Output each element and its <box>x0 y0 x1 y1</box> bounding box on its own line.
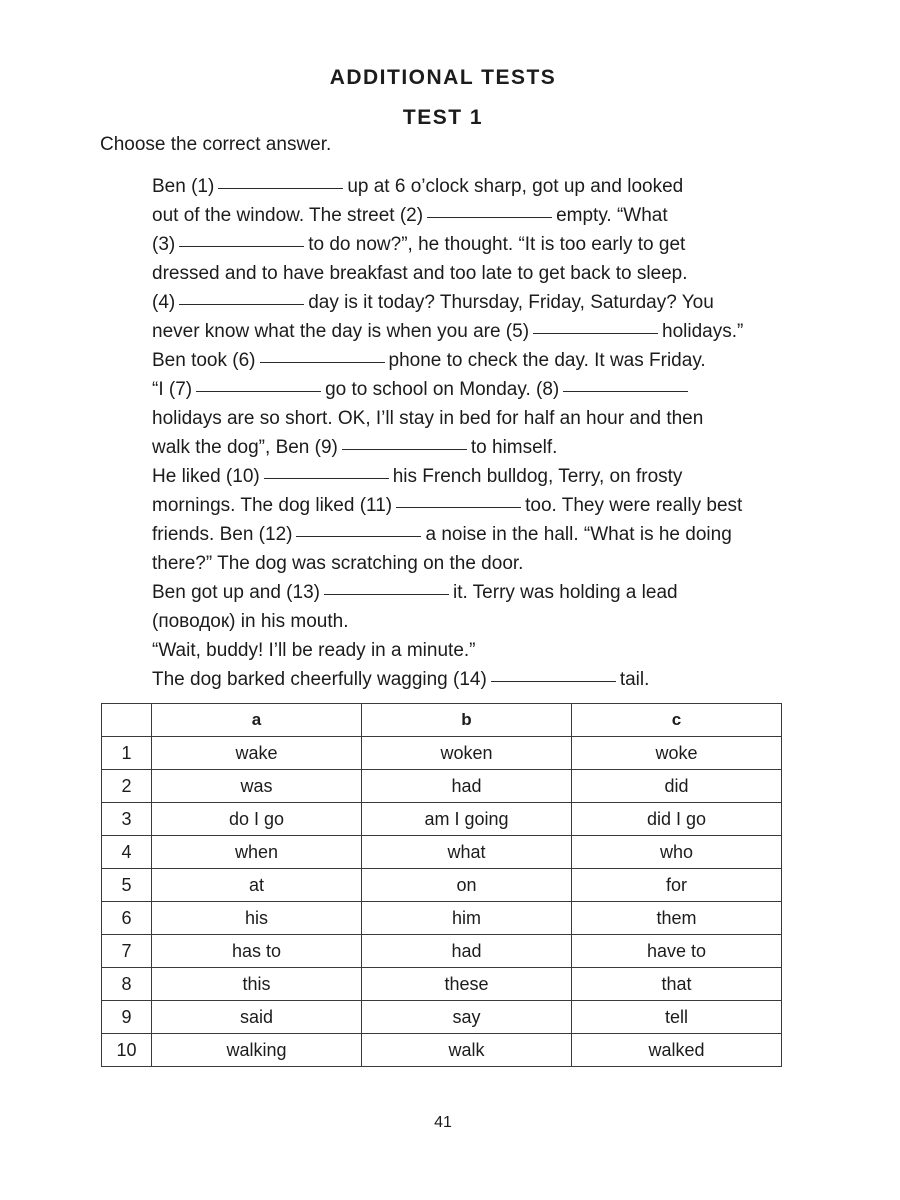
passage-text: tail. <box>619 669 650 690</box>
table-row <box>102 836 782 869</box>
option-cell: was <box>152 770 362 803</box>
option-cell: what <box>362 836 572 869</box>
answer-table <box>101 703 782 1067</box>
passage-text: it. Terry was holding a lead <box>452 582 678 603</box>
table-body <box>102 737 782 1067</box>
answer-blank <box>218 187 343 189</box>
option-cell: that <box>572 968 782 1001</box>
passage-line <box>152 288 802 317</box>
passage-text: He liked (10) <box>152 466 260 487</box>
option-cell: for <box>572 869 782 902</box>
passage-line <box>152 346 802 375</box>
question-number-cell: 2 <box>102 770 152 803</box>
passage-text: dressed and to have breakfast and too late to get back to sleep. <box>152 263 688 284</box>
table-row <box>102 770 782 803</box>
table-row <box>102 1001 782 1034</box>
answer-blank <box>342 448 467 450</box>
passage-text: Ben got up and (13) <box>152 582 320 603</box>
passage-text: holidays are so short. OK, I’ll stay in bed for half an hour and then <box>152 408 704 429</box>
passage-text: mornings. The dog liked (11) <box>152 495 393 516</box>
option-cell: have to <box>572 935 782 968</box>
option-cell: walking <box>152 1034 362 1067</box>
table-row <box>102 1034 782 1067</box>
option-cell: say <box>362 1001 572 1034</box>
passage-text: empty. “What <box>556 205 668 226</box>
option-cell: wake <box>152 737 362 770</box>
option-cell: at <box>152 869 362 902</box>
passage-line <box>152 549 802 578</box>
table-row <box>102 803 782 836</box>
answer-blank <box>179 303 304 305</box>
option-cell: do I go <box>152 803 362 836</box>
passage-text: (поводок) in his mouth. <box>152 611 349 632</box>
passage-line <box>152 520 802 549</box>
passage-text: Ben (1) <box>152 176 215 197</box>
passage-text: “I (7) <box>152 379 193 400</box>
passage-text: up at 6 o’clock sharp, got up and looked <box>347 176 684 197</box>
passage-text: (3) <box>152 234 176 255</box>
answer-blank <box>563 390 688 392</box>
option-cell: him <box>362 902 572 935</box>
option-cell: had <box>362 770 572 803</box>
option-cell: woke <box>572 737 782 770</box>
option-cell: his <box>152 902 362 935</box>
answer-blank <box>196 390 321 392</box>
option-cell: walk <box>362 1034 572 1067</box>
passage-text: to himself. <box>470 437 558 458</box>
test-title: TEST 1 <box>402 106 484 129</box>
answer-blank <box>264 477 389 479</box>
answer-blank <box>179 245 304 247</box>
option-cell: when <box>152 836 362 869</box>
passage-text: a noise in the hall. “What is he doing <box>425 524 732 545</box>
question-number-cell: 9 <box>102 1001 152 1034</box>
option-cell: this <box>152 968 362 1001</box>
question-number-cell: 3 <box>102 803 152 836</box>
question-number-cell: 5 <box>102 869 152 902</box>
passage-line <box>152 433 802 462</box>
option-cell: tell <box>572 1001 782 1034</box>
table-header-row <box>102 704 782 737</box>
passage-line <box>152 259 802 288</box>
passage-line <box>152 230 802 259</box>
option-cell: said <box>152 1001 362 1034</box>
answer-blank <box>427 216 552 218</box>
table-header-corner <box>102 704 152 737</box>
passage-line <box>152 607 802 636</box>
passage-text: walk the dog”, Ben (9) <box>152 437 338 458</box>
table-row <box>102 737 782 770</box>
option-cell: had <box>362 935 572 968</box>
answer-blank <box>260 361 385 363</box>
passage-line <box>152 317 802 346</box>
answer-blank <box>396 506 521 508</box>
passage-text: too. They were really best <box>525 495 743 516</box>
passage-line <box>152 636 802 665</box>
page-number: 41 <box>434 1114 452 1131</box>
table-header-a: a <box>152 704 362 737</box>
passage-text: Ben took (6) <box>152 350 256 371</box>
page-heading: ADDITIONAL TESTS <box>329 66 557 89</box>
passage-line <box>152 172 802 201</box>
passage-text: (4) <box>152 292 176 313</box>
question-number-cell: 7 <box>102 935 152 968</box>
passage-text: holidays.” <box>662 321 744 342</box>
option-cell: them <box>572 902 782 935</box>
passage <box>152 172 802 694</box>
passage-text: “Wait, buddy! I’ll be ready in a minute.” <box>152 640 476 661</box>
option-cell: did <box>572 770 782 803</box>
table-row <box>102 869 782 902</box>
passage-line <box>152 404 802 433</box>
table-header-b: b <box>362 704 572 737</box>
answer-blank <box>324 593 449 595</box>
passage-text: phone to check the day. It was Friday. <box>388 350 706 371</box>
option-cell: on <box>362 869 572 902</box>
passage-text: to do now?”, he thought. “It is too early to get <box>308 234 686 255</box>
question-number-cell: 8 <box>102 968 152 1001</box>
passage-line <box>152 375 802 404</box>
table-header-c: c <box>572 704 782 737</box>
question-number-cell: 10 <box>102 1034 152 1067</box>
table-row <box>102 968 782 1001</box>
option-cell: did I go <box>572 803 782 836</box>
question-number-cell: 1 <box>102 737 152 770</box>
option-cell: these <box>362 968 572 1001</box>
answer-blank <box>491 680 616 682</box>
option-cell: am I going <box>362 803 572 836</box>
passage-line <box>152 201 802 230</box>
table-row <box>102 935 782 968</box>
option-cell: walked <box>572 1034 782 1067</box>
question-number-cell: 4 <box>102 836 152 869</box>
passage-text: friends. Ben (12) <box>152 524 293 545</box>
table-row <box>102 902 782 935</box>
passage-line <box>152 462 802 491</box>
passage-line <box>152 665 802 694</box>
passage-text: day is it today? Thursday, Friday, Saturday? You <box>308 292 714 313</box>
question-number-cell: 6 <box>102 902 152 935</box>
answer-blank <box>533 332 658 334</box>
option-cell: who <box>572 836 782 869</box>
passage-line <box>152 578 802 607</box>
passage-line <box>152 491 802 520</box>
option-cell: has to <box>152 935 362 968</box>
passage-text: there?” The dog was scratching on the door. <box>152 553 524 574</box>
option-cell: woken <box>362 737 572 770</box>
passage-text: go to school on Monday. (8) <box>325 379 560 400</box>
passage-text: The dog barked cheerfully wagging (14) <box>152 669 487 690</box>
answer-blank <box>296 535 421 537</box>
passage-text: his French bulldog, Terry, on frosty <box>392 466 683 487</box>
passage-text: never know what the day is when you are (5) <box>152 321 530 342</box>
instruction: Choose the correct answer. <box>100 134 332 155</box>
passage-text: out of the window. The street (2) <box>152 205 424 226</box>
